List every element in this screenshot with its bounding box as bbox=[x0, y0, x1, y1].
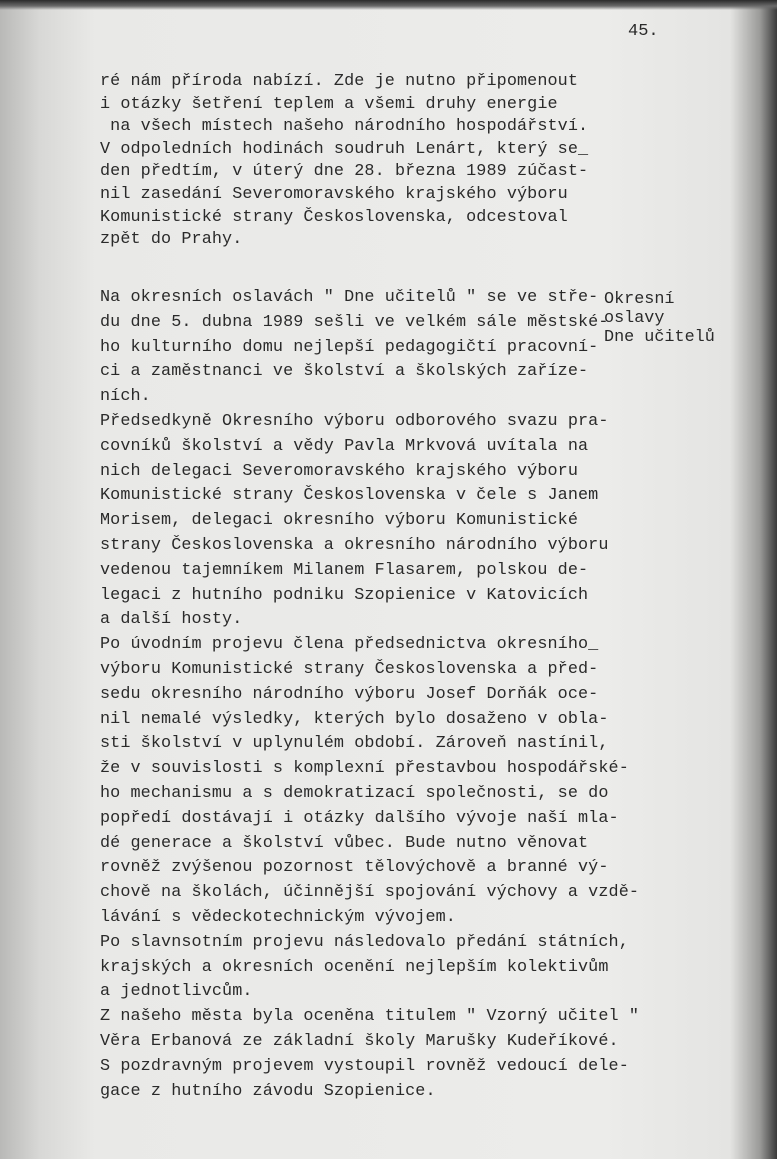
text-line: vedenou tajemníkem Milanem Flasarem, polskou de- bbox=[100, 560, 589, 580]
text-line: výboru Komunistické strany Československa a před- bbox=[100, 660, 599, 679]
text-line: a další hosty. bbox=[100, 610, 243, 630]
text-line: S pozdravným projevem vystoupil rovněž vedoucí dele- bbox=[100, 1056, 629, 1076]
margin-note-line: oslavy bbox=[604, 309, 665, 328]
text-line: lávání s vědeckotechnickým vývojem. bbox=[100, 908, 456, 927]
text-line: Po slavnsotním projevu následovalo předání státních, bbox=[100, 932, 629, 952]
text-line: ho mechanismu a s demokratizací společnosti, se do bbox=[100, 784, 609, 803]
text-line: Po úvodním projevu člena předsednictva okresního_ bbox=[100, 635, 599, 655]
text-line: du dne 5. dubna 1989 sešli ve velkém sále městské- bbox=[100, 312, 609, 332]
text-line: Z našeho města byla oceněna titulem " Vzorný učitel " bbox=[100, 1007, 640, 1027]
text-line: ci a zaměstnanci ve školství a školských zaříze- bbox=[100, 362, 589, 382]
text-line: ních. bbox=[100, 387, 151, 407]
text-line: covníků školství a vědy Pavla Mrkvová uvítala na bbox=[100, 436, 589, 456]
text-line: nil nemalé výsledky, kterých bylo dosaženo v obla- bbox=[100, 709, 609, 729]
text-line: ho kulturního domu nejlepší pedagogičtí pracovní- bbox=[100, 337, 599, 357]
text-line: V odpoledních hodinách soudruh Lenárt, který se_ bbox=[100, 139, 589, 159]
text-line: na všech místech našeho národního hospodářství. bbox=[100, 117, 589, 137]
text-line: legaci z hutního podniku Szopienice v Katovicích bbox=[100, 585, 589, 605]
margin-note-line: Okresní bbox=[604, 290, 675, 309]
text-line: rovněž zvýšenou pozornost tělovýchově a branné vý- bbox=[100, 858, 609, 878]
text-line: den předtím, v úterý dne 28. března 1989 zúčast- bbox=[100, 162, 589, 182]
text-line: sti školství v uplynulém období. Zároveň nastínil, bbox=[100, 734, 609, 754]
text-line: Morisem, delegaci okresního výboru Komunistické bbox=[100, 511, 579, 531]
page-number: 45. bbox=[628, 22, 659, 41]
text-line: chově na školách, účinnější spojování výchovy a vzdě- bbox=[100, 883, 640, 903]
text-line: Komunistické strany Československa, odcestoval bbox=[100, 207, 568, 227]
text-line: strany Československa a okresního národního výboru bbox=[100, 536, 609, 555]
text-line: zpět do Prahy. bbox=[100, 230, 243, 250]
text-line: Předsedkyně Okresního výboru odborového svazu pra- bbox=[100, 412, 609, 431]
text-line: ré nám příroda nabízí. Zde je nutno připomenout bbox=[100, 72, 579, 91]
text-line: Na okresních oslavách " Dne učitelů " se ve stře- bbox=[100, 288, 599, 307]
text-line: sedu okresního národního výboru Josef Dorňák oce- bbox=[100, 684, 599, 704]
text-line: popředí dostávají i otázky dalšího vývoje naší mla- bbox=[100, 808, 619, 828]
text-line: nich delegaci Severomoravského krajského výboru bbox=[100, 461, 579, 481]
text-line: i otázky šetření teplem a všemi druhy energie bbox=[100, 94, 558, 114]
text-line: a jednotlivcům. bbox=[100, 982, 253, 1002]
scan-border bbox=[0, 0, 777, 10]
text-line: krajských a okresních ocenění nejlepším kolektivům bbox=[100, 957, 609, 977]
text-line: dé generace a školství vůbec. Bude nutno věnovat bbox=[100, 833, 589, 853]
text-line: gace z hutního závodu Szopienice. bbox=[100, 1081, 436, 1101]
text-line: nil zasedání Severomoravského krajského výboru bbox=[100, 185, 568, 204]
margin-note-line: Dne učitelů bbox=[604, 328, 715, 347]
text-line: Věra Erbanová ze základní školy Marušky Kudeříkové. bbox=[100, 1032, 619, 1051]
text-line: že v souvislosti s komplexní přestavbou hospodářské- bbox=[100, 759, 629, 779]
text-line: Komunistické strany Československa v čele s Janem bbox=[100, 486, 599, 506]
